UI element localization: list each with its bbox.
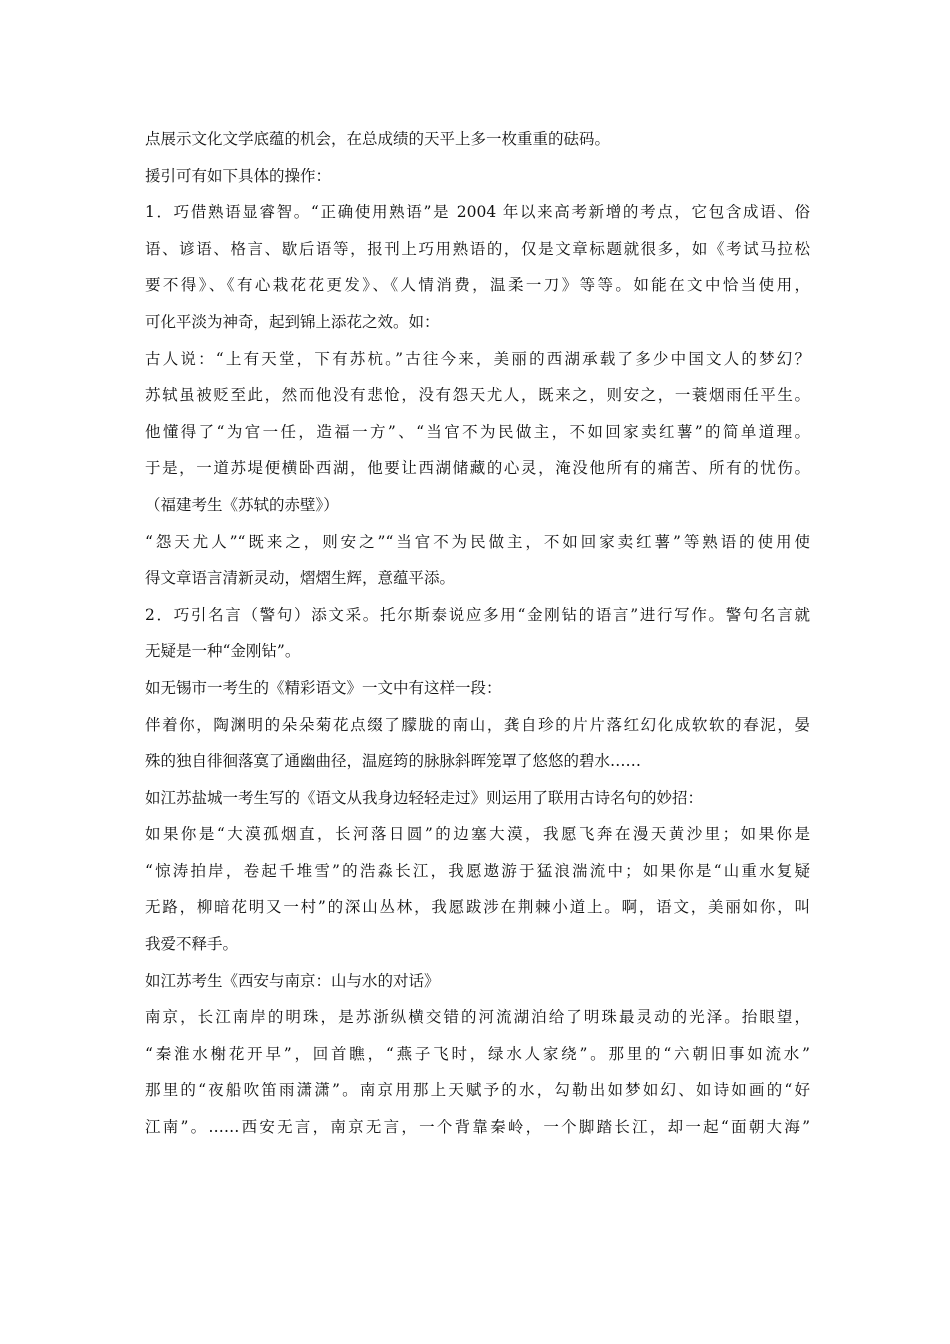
document-body [145,121,810,1146]
text-line-28: 江南”。……西安无言，南京无言，一个背靠秦岭，一个脚踏长江，却一起“面朝大海” [145,1118,810,1137]
text-line-16: 如无锡市一考生的《精彩语文》一文中有这样一段： [145,678,502,697]
text-line-21: “惊涛拍岸，卷起千堆雪”的浩淼长江，我愿遨游于猛浪湍流中；如果你是“山重水复疑 [145,861,810,880]
text-line-4: 语、谚语、格言、歇后语等，报刊上巧用熟语的，仅是文章标题就很多，如《考试马拉松 [145,239,810,258]
text-line-18: 殊的独自徘徊落寞了通幽曲径，温庭筠的脉脉斜晖笼罩了悠悠的碧水…… [145,752,642,771]
text-line-8: 苏轼虽被贬至此，然而他没有悲怆，没有怨天尤人，既来之，则安之，一蓑烟雨任平生。 [145,386,810,405]
text-line-19: 如江苏盐城一考生写的《语文从我身边轻轻走过》则运用了联用古诗名句的妙招： [145,788,704,807]
text-line-17: 伴着你，陶渊明的朵朵菊花点缀了朦胧的南山，龚自珍的片片落红幻化成软软的春泥，晏 [145,715,810,734]
text-line-11: （福建考生《苏轼的赤壁》） [145,495,339,514]
text-line-9: 他懂得了“为官一任，造福一方”、“当官不为民做主，不如回家卖红薯”的简单道理。 [145,422,810,441]
text-line-5: 要不得》、《有心栽花花更发》、《人情消费，温柔一刀》等等。如能在文中恰当使用， [145,276,810,295]
text-line-12: “怨天尤人”“既来之，则安之”“当官不为民做主，不如回家卖红薯”等熟语的使用使 [145,532,810,551]
text-line-10: 于是，一道苏堤便横卧西湖，他要让西湖储藏的心灵，淹没他所有的痛苦、所有的忧伤。 [145,459,810,478]
text-line-22: 无路，柳暗花明又一村”的深山丛林，我愿跋涉在荆棘小道上。啊，语文，美丽如你，叫 [145,898,810,917]
text-line-14: 2．巧引名言（警句）添文采。托尔斯泰说应多用“金刚钻的语言”进行写作。警句名言就 [145,605,810,624]
text-line-13: 得文章语言清新灵动，熠熠生辉，意蕴平添。 [145,569,456,588]
text-line-2: 援引可有如下具体的操作： [145,166,332,185]
text-line-24: 如江苏考生《西安与南京：山与水的对话》 [145,971,440,990]
text-line-20: 如果你是“大漠孤烟直，长河落日圆”的边塞大漠，我愿飞奔在漫天黄沙里；如果你是 [145,825,810,844]
text-line-3: 1．巧借熟语显睿智。“正确使用熟语”是 2004 年以来高考新增的考点，它包含成语、俗 [145,203,810,222]
text-line-25: 南京，长江南岸的明珠，是苏浙纵横交错的河流湖泊给了明珠最灵动的光泽。抬眼望， [145,1008,810,1027]
text-line-26: “秦淮水榭花开早”，回首瞧，“燕子飞时，绿水人家绕”。那里的“六朝旧事如流水” [145,1044,810,1063]
text-line-27: 那里的“夜船吹笛雨潇潇”。南京用那上天赋予的水，勾勒出如梦如幻、如诗如画的“好 [145,1081,810,1100]
text-line-15: 无疑是一种“金刚钻”。 [145,642,301,661]
text-line-7: 古人说：“上有天堂，下有苏杭。”古往今来，美丽的西湖承载了多少中国文人的梦幻？ [145,349,810,368]
text-line-6: 可化平淡为神奇，起到锦上添花之效。如： [145,312,440,331]
text-line-23: 我爱不释手。 [145,935,239,954]
text-line-1: 点展示文化文学底蕴的机会，在总成绩的天平上多一枚重重的砝码。 [145,130,611,148]
